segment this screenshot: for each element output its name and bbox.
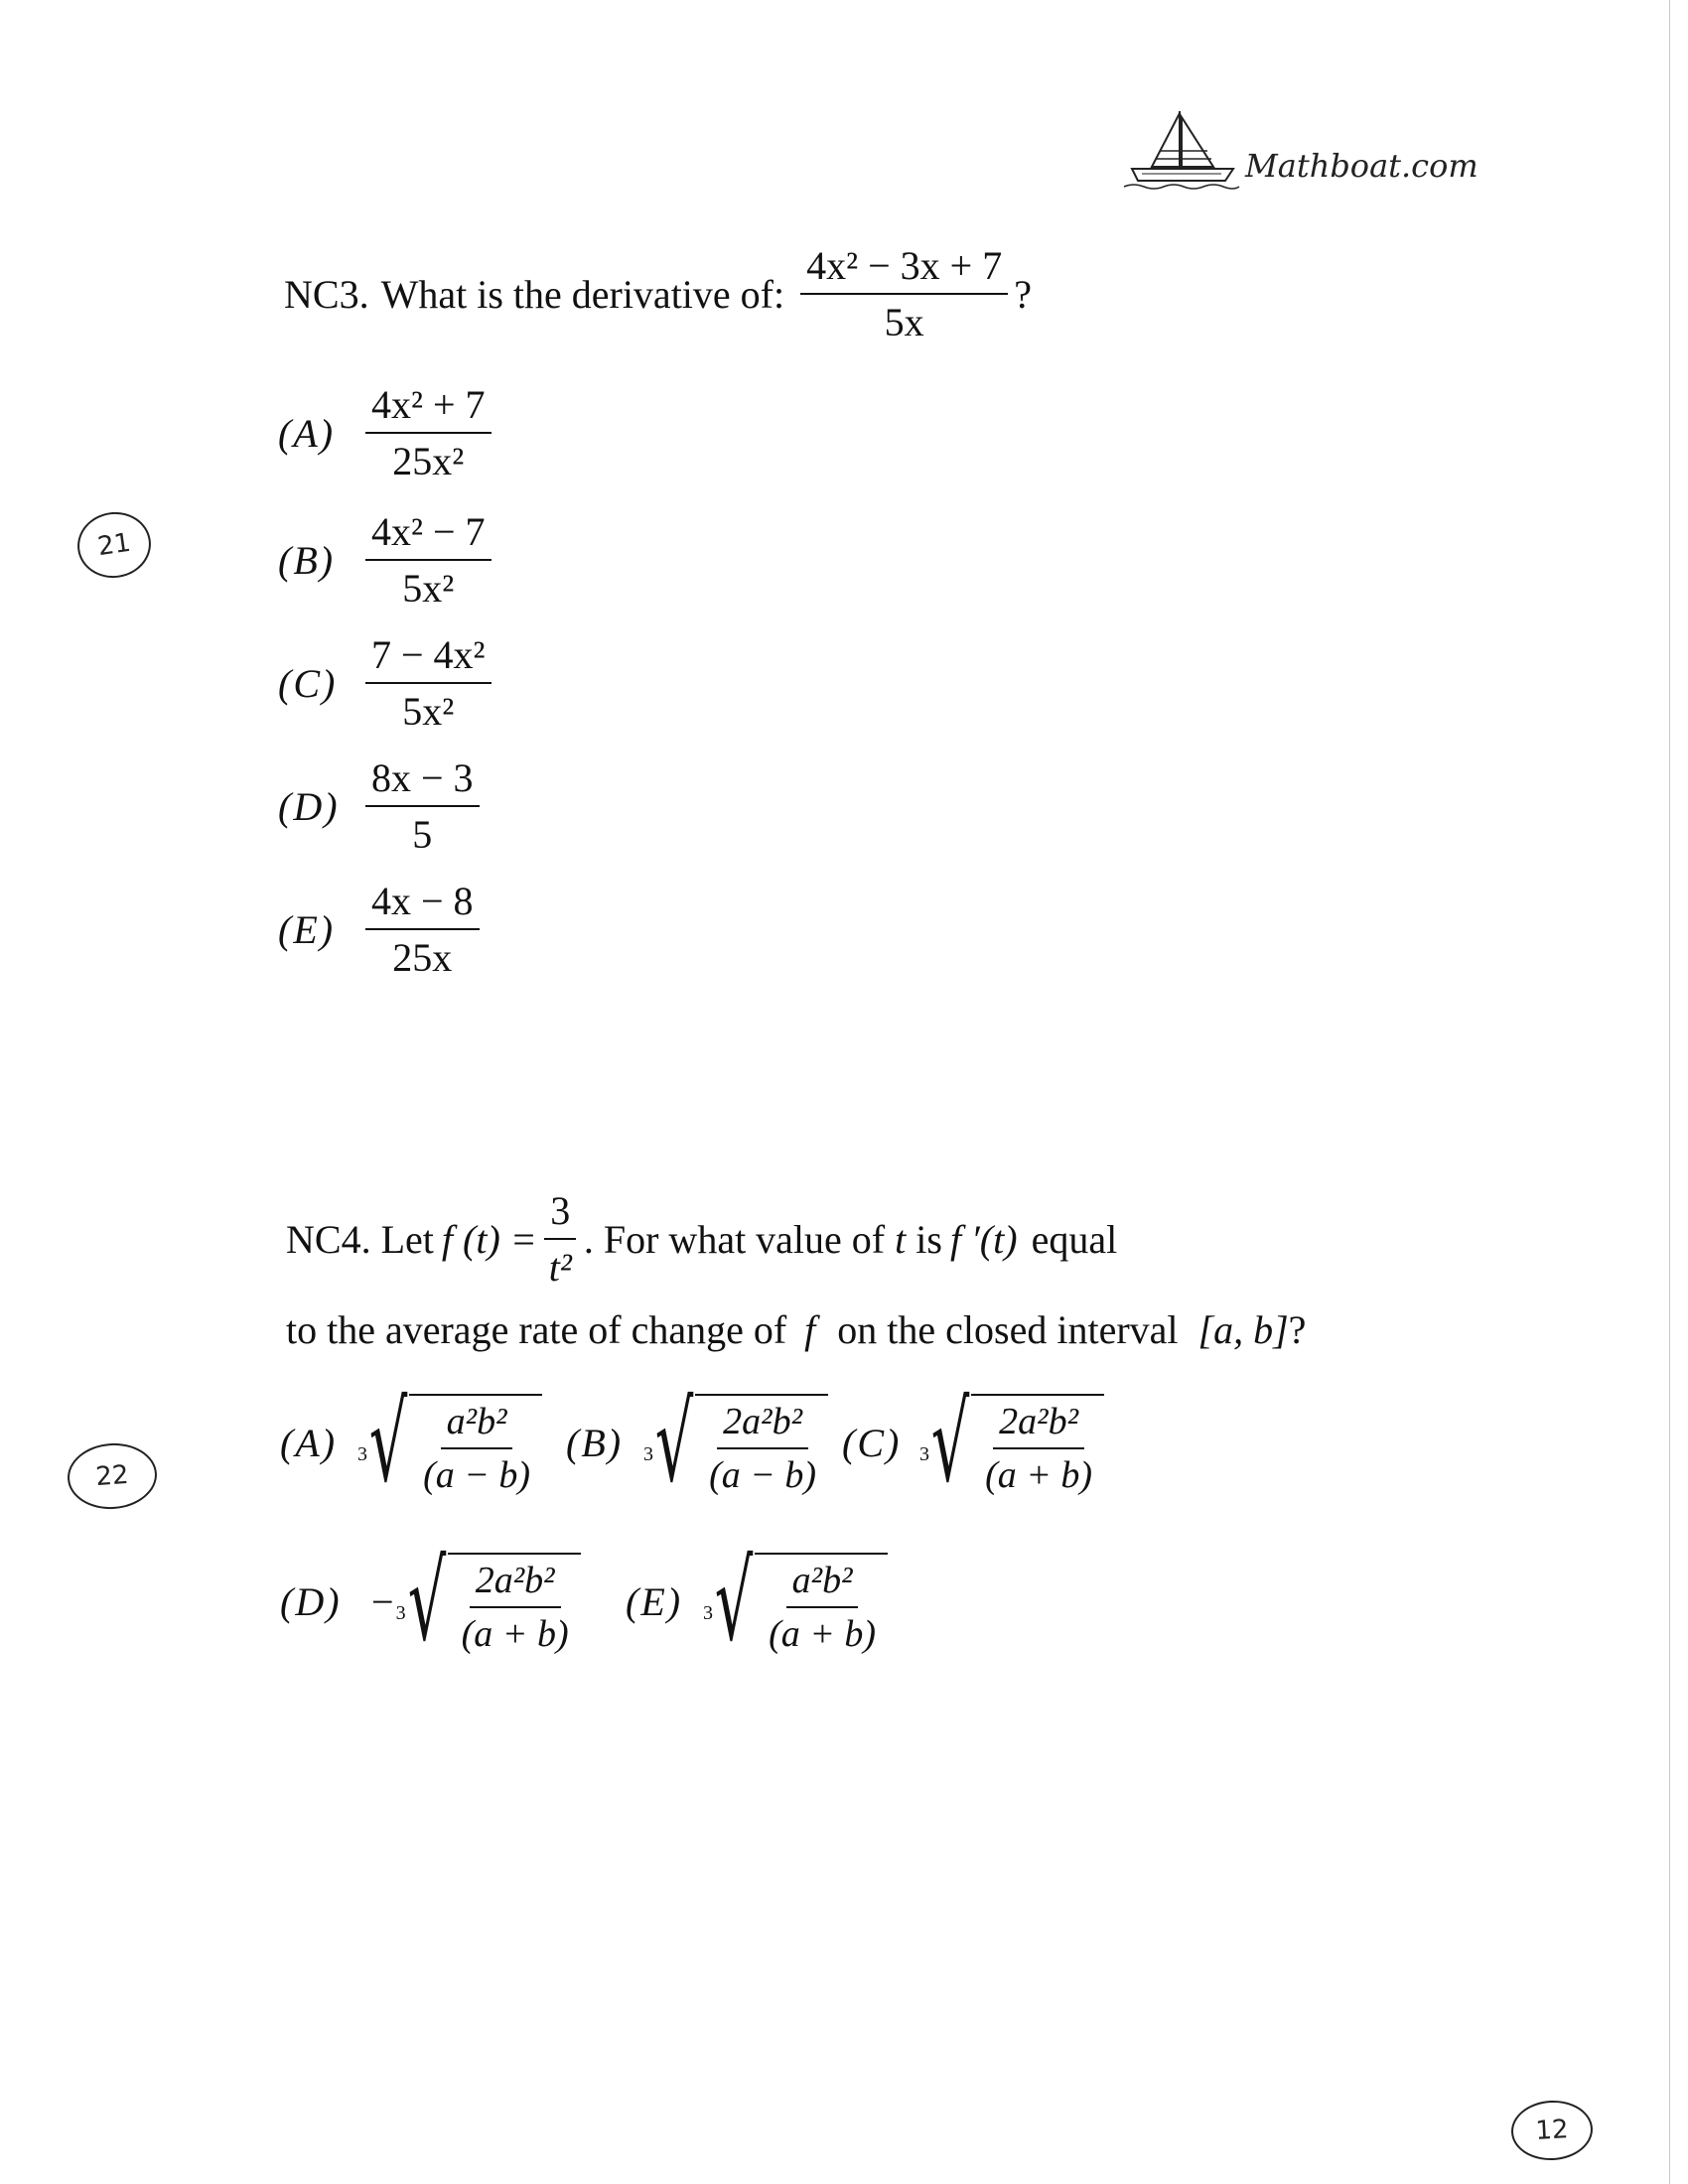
option-label: (B)	[278, 537, 336, 583]
nc3-expression-denominator: 5x	[884, 300, 924, 344]
nc3-prompt: What is the derivative of:	[380, 271, 785, 317]
root-index: 3	[643, 1442, 653, 1465]
nc4-let: Let	[380, 1216, 434, 1262]
radical-sign-icon: √	[714, 1538, 754, 1665]
nc4-line2-end: ?	[1288, 1307, 1307, 1352]
option-numerator: 2a²b²	[993, 1400, 1084, 1449]
scan-edge-line	[1669, 0, 1670, 2184]
cube-root	[703, 1538, 888, 1665]
option-label: (A)	[278, 410, 336, 456]
nc4-line2-f: f	[804, 1307, 816, 1352]
nc4-variable: t	[895, 1216, 907, 1262]
nc4-function-fraction	[543, 1187, 578, 1291]
option-label: (D)	[280, 1578, 342, 1624]
option-label: (E)	[626, 1578, 683, 1624]
root-index: 3	[357, 1442, 367, 1465]
nc3-option-c	[278, 631, 497, 735]
cube-root	[395, 1538, 581, 1665]
nc4-mid-text: . For what value of	[583, 1216, 886, 1262]
radical-sign-icon: √	[407, 1538, 446, 1665]
nc4-number: NC4.	[286, 1216, 371, 1262]
root-index: 3	[703, 1601, 713, 1624]
option-numerator: 4x² − 7	[365, 508, 492, 561]
nc4-line2-text-a: to the average rate of change of	[286, 1307, 787, 1352]
root-index: 3	[919, 1442, 929, 1465]
option-denominator: (a − b)	[709, 1454, 817, 1496]
option-denominator: 5	[412, 812, 433, 857]
nc4-option-d	[280, 1538, 581, 1665]
nc4-option-e	[626, 1538, 888, 1665]
question-22-marker: 22	[66, 1440, 159, 1512]
sailboat-icon	[1122, 107, 1241, 193]
nc4-question-line-2	[286, 1306, 1306, 1353]
nc4-derivative: f ′(t)	[949, 1216, 1018, 1262]
nc4-option-c	[842, 1379, 1104, 1506]
logo	[1122, 107, 1478, 193]
option-denominator: (a + b)	[985, 1454, 1093, 1496]
nc3-expression-numerator: 4x² − 3x + 7	[800, 242, 1008, 295]
nc4-equal: equal	[1031, 1216, 1118, 1262]
page-number-marker: 12	[1509, 2099, 1594, 2162]
nc3-question	[284, 242, 1032, 345]
nc3-option-b	[278, 508, 497, 612]
option-numerator: 2a²b²	[470, 1559, 561, 1608]
option-label: (A)	[280, 1420, 338, 1465]
root-index: 3	[395, 1601, 406, 1624]
option-denominator: (a + b)	[461, 1613, 569, 1655]
logo-text: Mathboat.com	[1245, 147, 1478, 185]
option-label: (E)	[278, 906, 336, 952]
nc3-question-mark: ?	[1014, 271, 1032, 317]
option-sign: −	[371, 1578, 394, 1624]
nc3-option-a	[278, 381, 497, 484]
cube-root	[357, 1379, 542, 1506]
nc3-number: NC3.	[284, 271, 369, 317]
option-numerator: 2a²b²	[717, 1400, 808, 1449]
option-numerator: 8x − 3	[365, 754, 480, 807]
option-label: (D)	[278, 783, 340, 829]
option-label: (C)	[842, 1420, 902, 1465]
nc4-is: is	[915, 1216, 942, 1262]
option-numerator: a²b²	[441, 1400, 513, 1449]
cube-root	[643, 1379, 828, 1506]
option-numerator: 4x² + 7	[365, 381, 492, 434]
option-denominator: 5x²	[402, 566, 455, 611]
nc4-option-a	[280, 1379, 542, 1506]
nc4-fraction-numerator: 3	[544, 1187, 576, 1240]
option-denominator: 25x	[392, 935, 453, 980]
nc4-question-line-1	[286, 1187, 1117, 1291]
nc4-fraction-denominator: t²	[548, 1245, 572, 1290]
option-label: (C)	[278, 660, 338, 706]
nc4-line2-text-b: on the closed interval	[837, 1307, 1179, 1352]
option-numerator: a²b²	[786, 1559, 859, 1608]
nc3-expression	[800, 242, 1008, 345]
nc3-option-e	[278, 878, 486, 981]
option-numerator: 7 − 4x²	[365, 631, 492, 684]
nc4-function: f (t) =	[441, 1216, 537, 1262]
option-denominator: 5x²	[402, 689, 455, 734]
option-denominator: (a − b)	[423, 1454, 531, 1496]
nc4-option-b	[566, 1379, 828, 1506]
option-label: (B)	[566, 1420, 624, 1465]
nc3-option-d	[278, 754, 486, 858]
radical-sign-icon: √	[930, 1379, 970, 1506]
nc4-interval: [a, b]	[1197, 1307, 1289, 1352]
option-numerator: 4x − 8	[365, 878, 480, 930]
cube-root	[919, 1379, 1104, 1506]
radical-sign-icon: √	[654, 1379, 694, 1506]
radical-sign-icon: √	[368, 1379, 408, 1506]
question-21-marker: 21	[73, 507, 155, 583]
option-denominator: (a + b)	[769, 1613, 877, 1655]
option-denominator: 25x²	[392, 439, 465, 483]
